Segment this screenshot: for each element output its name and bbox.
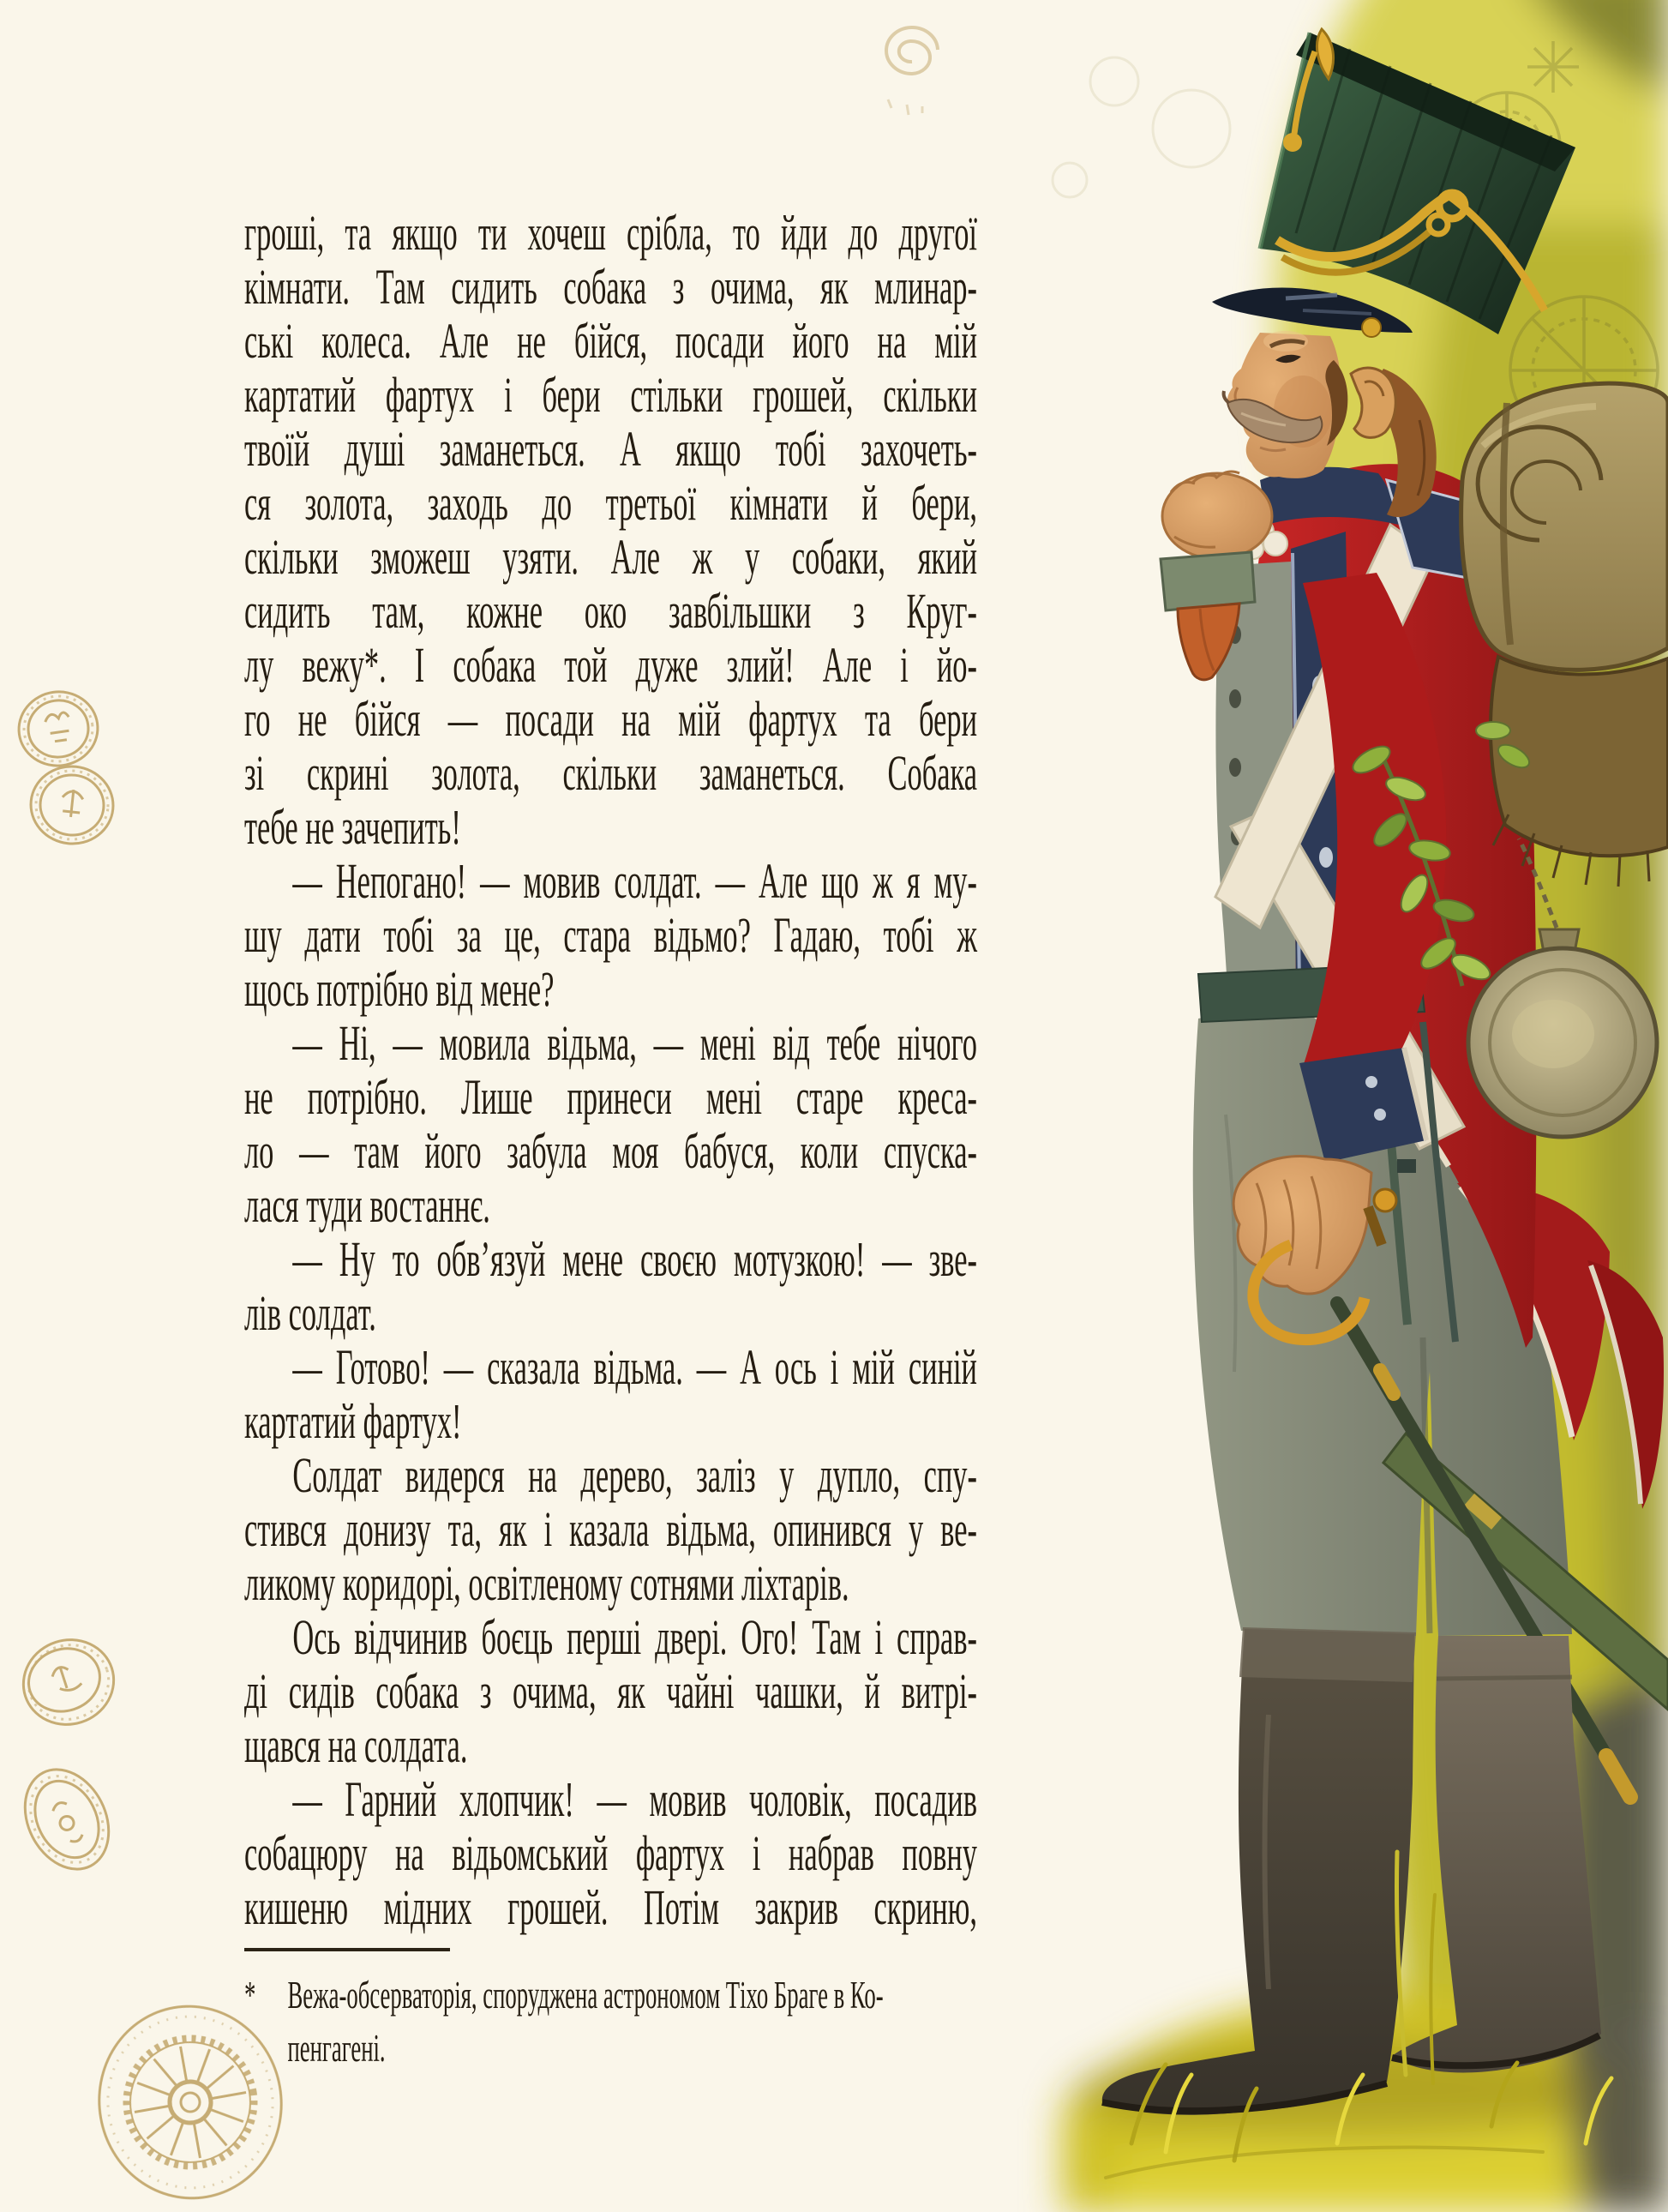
spiral-sketch — [886, 27, 938, 115]
footnote-line: пенгагені. — [287, 2027, 386, 2070]
text-line: Солдат видерся на дерево, заліз у дупло, спу- — [292, 1447, 977, 1503]
text-line: картатий фартух! — [244, 1393, 462, 1449]
text-line: Ось відчинив боєць перші двері. Ого! Там і справ- — [292, 1609, 977, 1665]
footnote-rule — [244, 1948, 450, 1951]
backpack-bundle — [1461, 383, 1668, 670]
text-line: ся золота, заходь до третьої кімнати й бери, — [244, 475, 977, 531]
text-line: лася туди востаннє. — [244, 1177, 490, 1233]
text-line: кишеню мідних грошей. Потім закрив скриню, — [244, 1879, 977, 1935]
text-line: не потрібно. Лише принеси мені старе креса- — [244, 1069, 977, 1125]
text-line: щався на солдата. — [244, 1717, 468, 1773]
text-line: скільки зможеш узяти. Але ж у собаки, який — [244, 529, 977, 585]
text-line: ликому коридорі, освітленому сотнями ліхтарів. — [244, 1555, 849, 1611]
text-line: — Готово! — сказала відьма. — А ось і мій синій — [292, 1339, 977, 1395]
coin-sketch-4 — [9, 1755, 125, 1884]
text-line: зі скрині золота, скільки заманеться. Собака — [244, 745, 977, 801]
text-line: — Непогано! — мовив солдат. — Але що ж я му- — [292, 853, 977, 909]
text-line: ло — там його забула моя бабуся, коли спуска- — [244, 1123, 977, 1179]
footnote-text: Вежа-обсерваторія, споруджена астрономом Тіхо Браге в Ко- — [287, 1974, 884, 2017]
footnote-line — [244, 1969, 977, 2022]
text-line: твоїй душі заманеться. А якщо тобі захочеть- — [244, 421, 977, 477]
footnote-marker: * — [244, 1974, 256, 2017]
text-line: тебе не зачепить! — [244, 799, 461, 855]
text-line: картатий фартух і бери стільки грошей, скільки — [244, 367, 977, 423]
text-line: ді сидів собака з очима, як чайні чашки, й витрі- — [244, 1663, 977, 1719]
text-line: сидить там, кожне око завбільшки з Круг- — [244, 583, 977, 639]
coin-sketch-1 — [14, 687, 102, 771]
footnote — [244, 1969, 977, 2075]
text-line: — Ну то обв’язуй мене своєю мотузкою! — зве- — [292, 1231, 977, 1287]
text-line: щось потрібно від мене? — [244, 961, 555, 1017]
text-line: — Гарний хлопчик! — мовив чоловік, посадив — [292, 1771, 977, 1827]
gear-sketches-faint — [1053, 57, 1230, 197]
text-line: — Ні, — мовила відьма, — мені від тебе нічого — [292, 1015, 977, 1071]
story-text — [244, 206, 977, 1934]
text-line: лу вежу*. І собака той дуже злий! Але і йо- — [244, 637, 977, 693]
coin-sketch-3 — [12, 1628, 124, 1736]
text-line: кімнати. Там сидить собака з очима, як млинар- — [244, 259, 977, 315]
text-line: шу дати тобі за це, стара відьмо? Гадаю, тобі ж — [244, 907, 977, 963]
text-line: гроші, та якщо ти хочеш срібла, то йди до другої — [244, 205, 977, 261]
text-line: го не бійся — посади на мій фартух та бери — [244, 691, 977, 747]
text-line: лів солдат. — [244, 1285, 376, 1341]
text-line: стився донизу та, як і казала відьма, опинився у ве- — [244, 1501, 977, 1557]
text-line: собацюру на відьомський фартух і набрав повну — [244, 1825, 977, 1881]
chinstrap-button — [1362, 318, 1381, 337]
text-line: ські колеса. Але не бійся, посади його на мій — [244, 313, 977, 369]
coin-sketch-2 — [27, 762, 117, 848]
